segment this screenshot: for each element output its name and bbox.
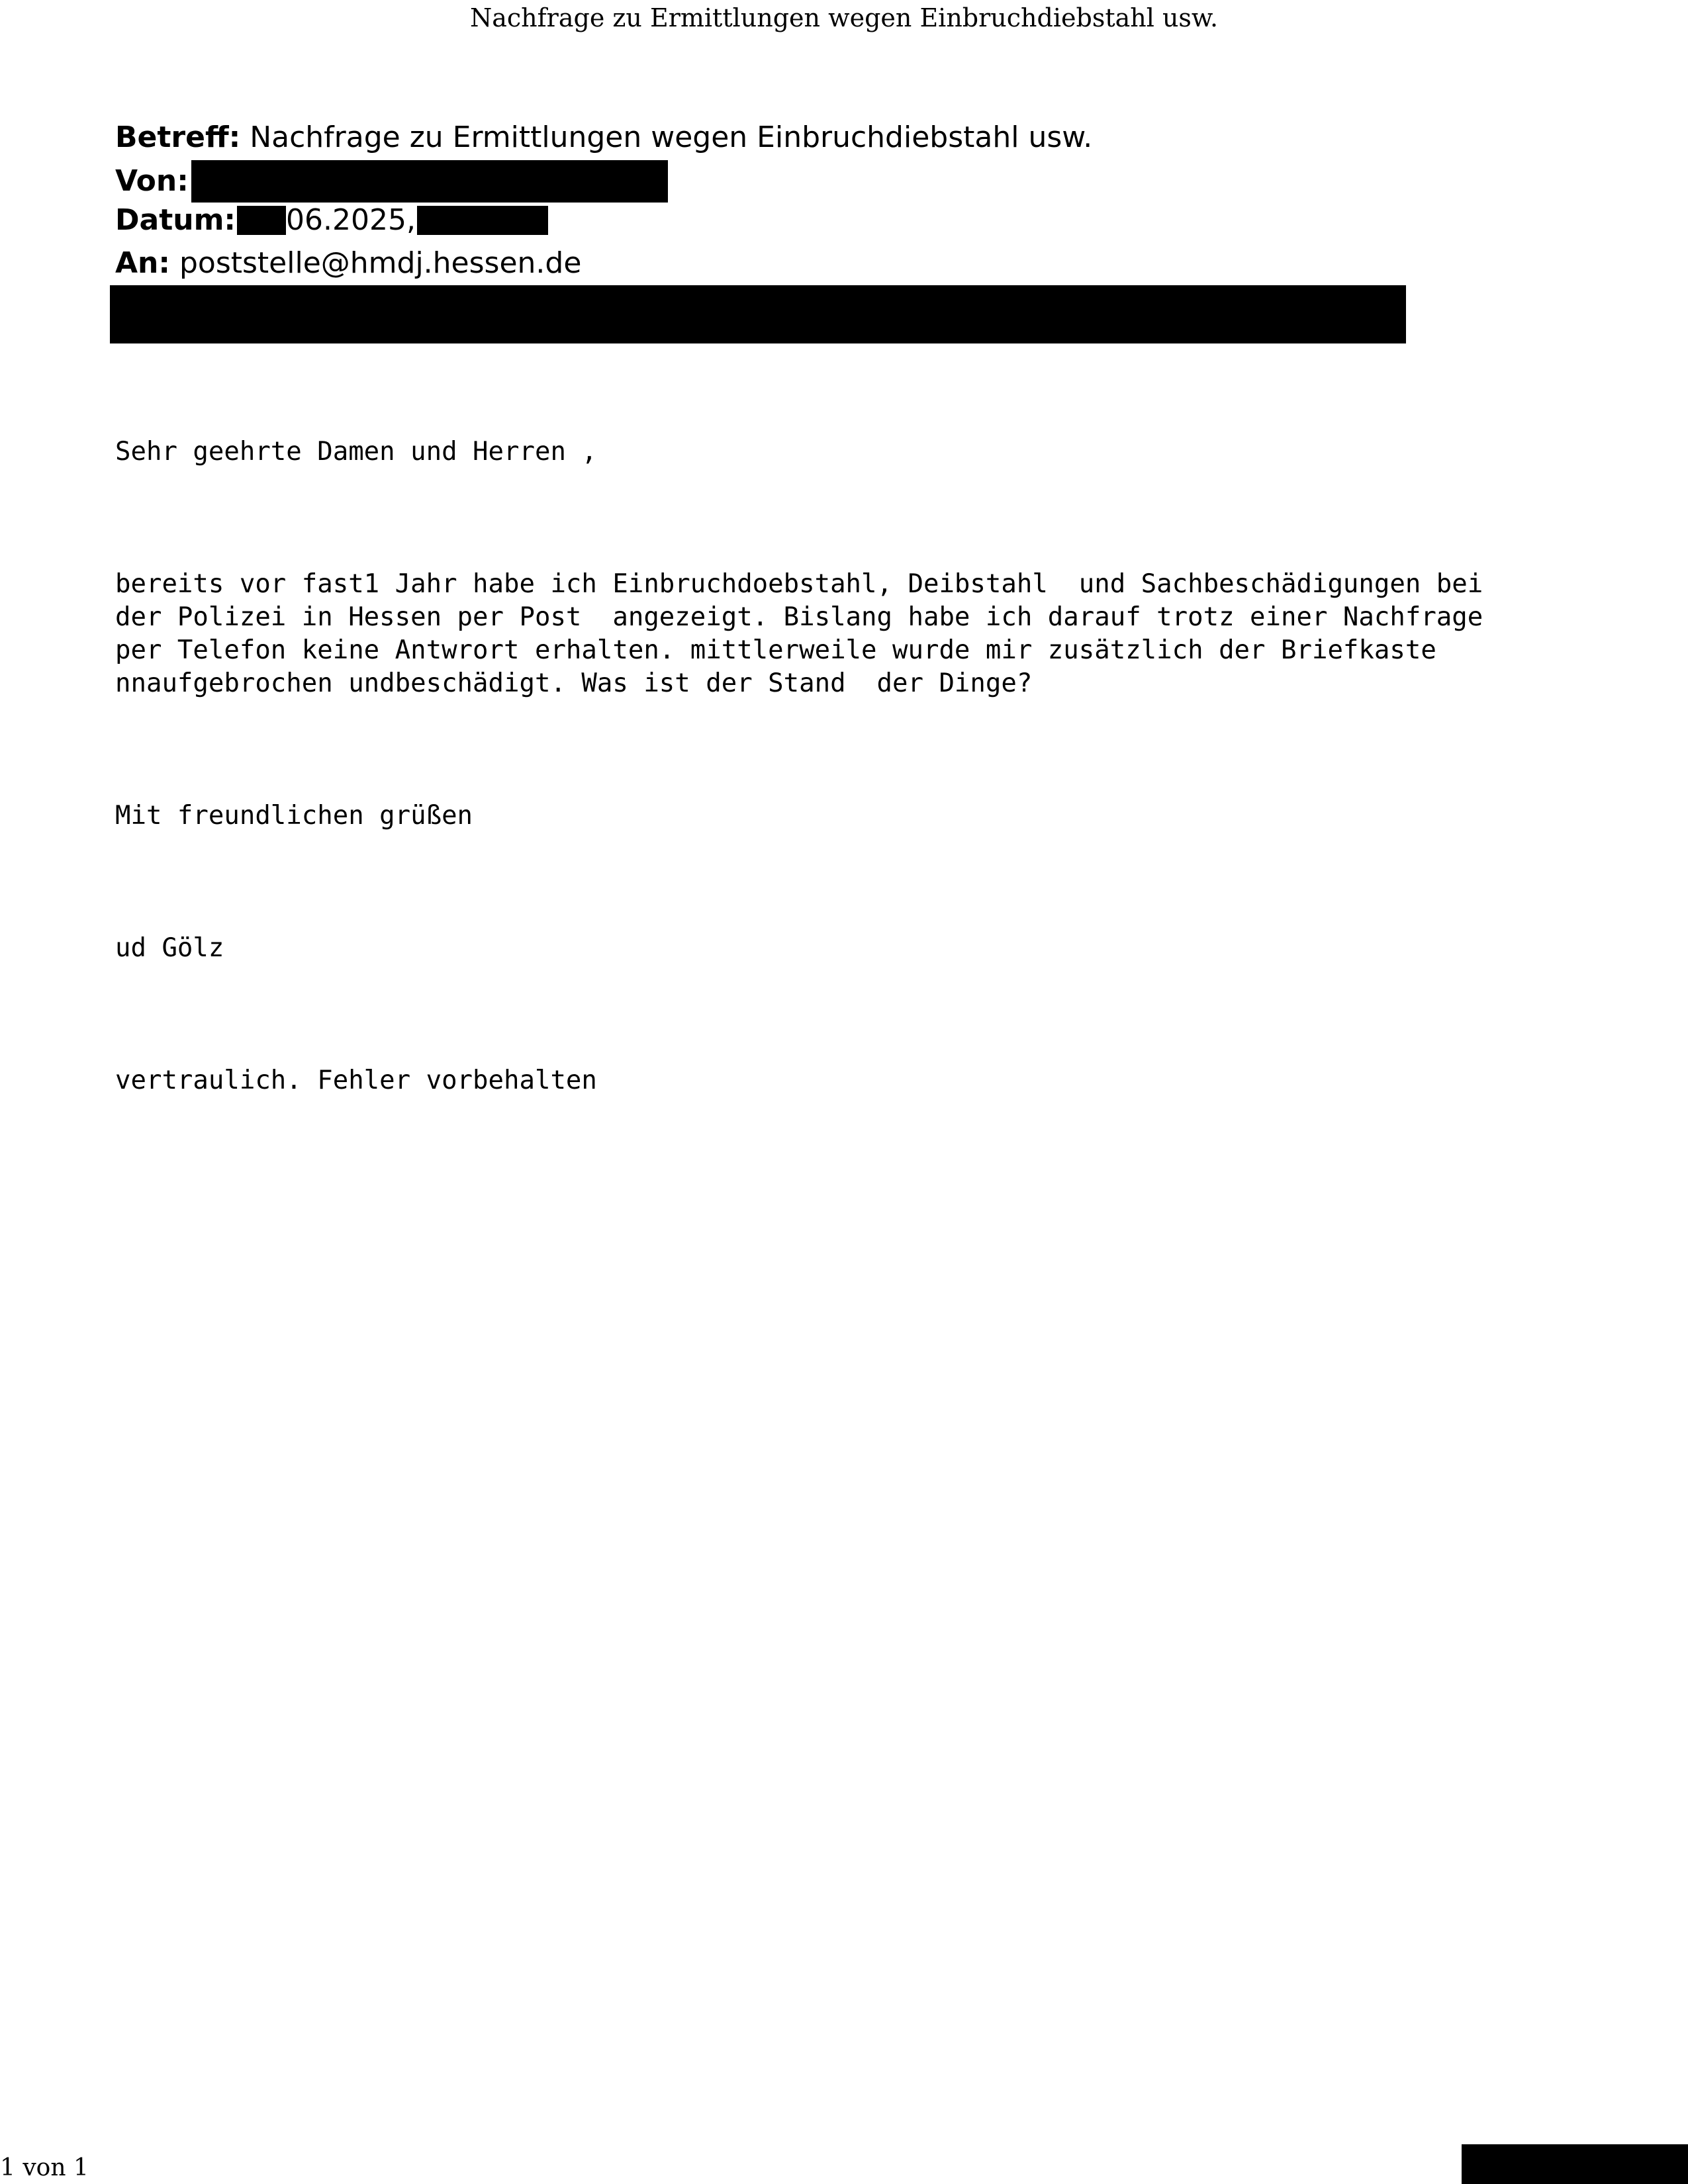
body-line: per Telefon keine Antwrort erhalten. mittlerweile wurde mir zusätzlich der Briefkaste bbox=[115, 635, 1436, 665]
body-paragraph bbox=[115, 568, 1483, 700]
to-line bbox=[115, 245, 581, 282]
date-line bbox=[115, 202, 548, 239]
signature: ud Gölz bbox=[115, 933, 224, 963]
from-label: Von: bbox=[115, 164, 189, 198]
from-line bbox=[115, 160, 668, 203]
redacted-sender bbox=[191, 160, 668, 203]
redacted-time bbox=[417, 206, 548, 235]
page-header-title: Nachfrage zu Ermittlungen wegen Einbruchdiebstahl usw. bbox=[469, 3, 1219, 32]
redacted-footer bbox=[1462, 2144, 1688, 2184]
page-indicator: 1 von 1 bbox=[0, 2154, 89, 2181]
to-value: poststelle@hmdj.hessen.de bbox=[179, 246, 582, 280]
subject-label: Betreff: bbox=[115, 120, 241, 154]
date-value: 06.2025, bbox=[286, 203, 416, 237]
closing: Mit freundlichen grüßen bbox=[115, 801, 473, 831]
email-body bbox=[115, 369, 1483, 1130]
body-line: der Polizei in Hessen per Post angezeigt. Bislang habe ich darauf trotz einer Nachfrage bbox=[115, 602, 1483, 632]
redacted-block bbox=[110, 285, 1406, 343]
redacted-day bbox=[237, 206, 286, 235]
subject-line bbox=[115, 119, 1092, 156]
body-line: nnaufgebrochen undbeschädigt. Was ist der Stand der Dinge? bbox=[115, 668, 1033, 698]
to-label: An: bbox=[115, 246, 170, 280]
body-line: bereits vor fast1 Jahr habe ich Einbruchdoebstahl, Deibstahl und Sachbeschädigungen bei bbox=[115, 569, 1483, 599]
greeting: Sehr geehrte Damen und Herren , bbox=[115, 437, 597, 467]
date-label: Datum: bbox=[115, 203, 236, 237]
subject-value: Nachfrage zu Ermittlungen wegen Einbruchdiebstahl usw. bbox=[250, 120, 1093, 154]
disclaimer: vertraulich. Fehler vorbehalten bbox=[115, 1066, 597, 1095]
